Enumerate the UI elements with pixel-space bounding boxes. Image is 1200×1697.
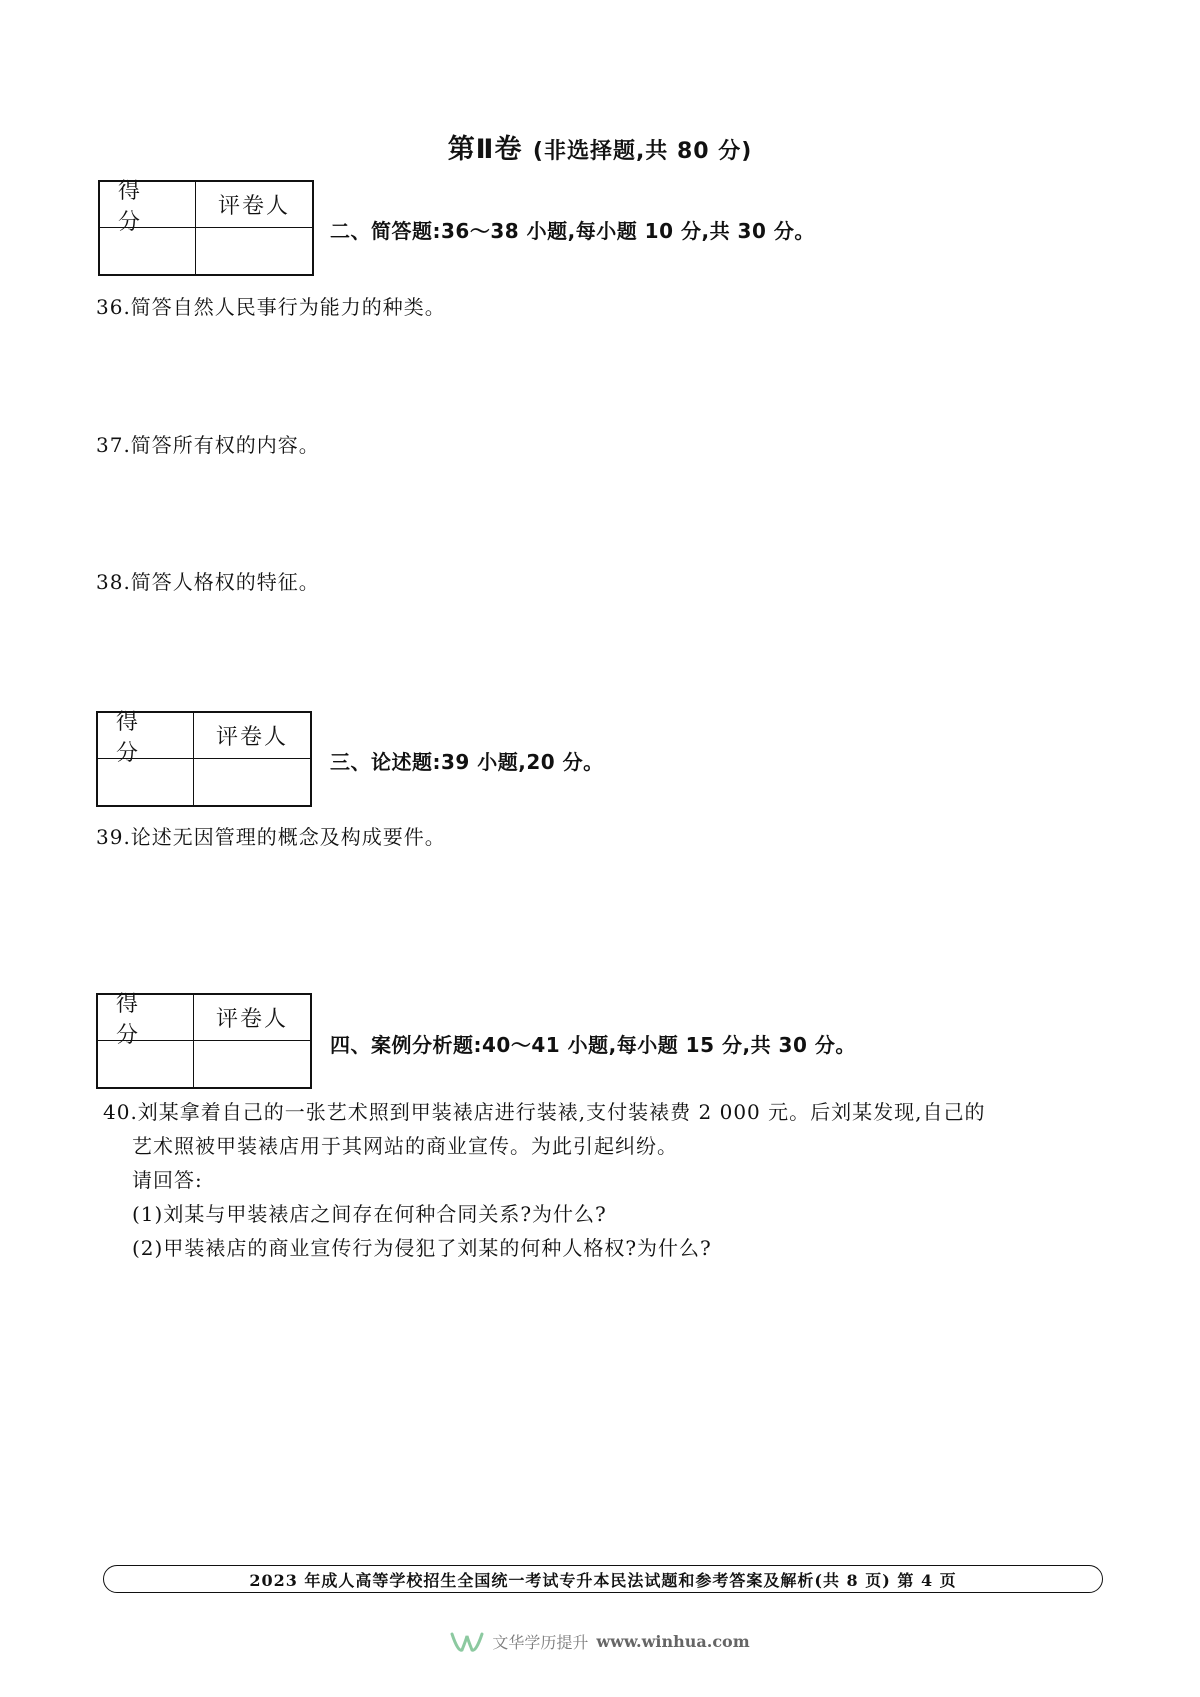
- score-cell: [98, 759, 194, 805]
- reviewer-cell: [194, 1041, 310, 1087]
- section-heading: 三、论述题:39 小题,20 分。: [330, 750, 604, 774]
- question-40: [103, 1095, 1113, 1265]
- footer-text: 2023 年成人高等学校招生全国统一考试专升本民法试题和参考答案及解析(共 8 页) 第 4 页: [249, 1570, 957, 1590]
- reviewer-label: 评卷人: [194, 995, 310, 1041]
- score-cell: [100, 228, 196, 274]
- reviewer-label: 评卷人: [196, 182, 312, 228]
- title-main: 第Ⅱ卷: [447, 134, 523, 165]
- reviewer-cell: [194, 759, 310, 805]
- score-label: 得分: [98, 995, 194, 1041]
- question-39: 39.论述无因管理的概念及构成要件。: [96, 825, 446, 849]
- winhua-logo-icon: [450, 1628, 484, 1654]
- watermark: [0, 1628, 1200, 1654]
- case-line: 40.刘某拿着自己的一张艺术照到甲装裱店进行装裱,支付装裱费 2 000 元。后刘某发现,自己的: [103, 1100, 986, 1124]
- score-table: [96, 711, 312, 807]
- page-title: [0, 127, 1200, 166]
- section-heading: 二、简答题:36～38 小题,每小题 10 分,共 30 分。: [330, 219, 815, 243]
- case-prompt: 请回答:: [132, 1168, 203, 1192]
- watermark-brand: 文华学历提升: [492, 1632, 589, 1652]
- title-subtitle: (非选择题,共 80 分): [532, 139, 753, 164]
- score-label: 得分: [98, 713, 194, 759]
- section-heading: 四、案例分析题:40～41 小题,每小题 15 分,共 30 分。: [330, 1033, 856, 1057]
- case-line: 艺术照被甲装裱店用于其网站的商业宣传。为此引起纠纷。: [132, 1134, 678, 1158]
- question-38: 38.简答人格权的特征。: [96, 570, 320, 594]
- sub-question-1: (1)刘某与甲装裱店之间存在何种合同关系?为什么?: [132, 1202, 607, 1226]
- question-37: 37.简答所有权的内容。: [96, 433, 320, 457]
- score-cell: [98, 1041, 194, 1087]
- sub-question-2: (2)甲装裱店的商业宣传行为侵犯了刘某的何种人格权?为什么?: [132, 1236, 712, 1260]
- page-footer: [103, 1565, 1103, 1593]
- question-36: 36.简答自然人民事行为能力的种类。: [96, 295, 446, 319]
- reviewer-cell: [196, 228, 312, 274]
- score-table: [96, 993, 312, 1089]
- score-label: 得分: [100, 182, 196, 228]
- reviewer-label: 评卷人: [194, 713, 310, 759]
- watermark-site: www.winhua.com: [596, 1631, 750, 1651]
- score-table: [98, 180, 314, 276]
